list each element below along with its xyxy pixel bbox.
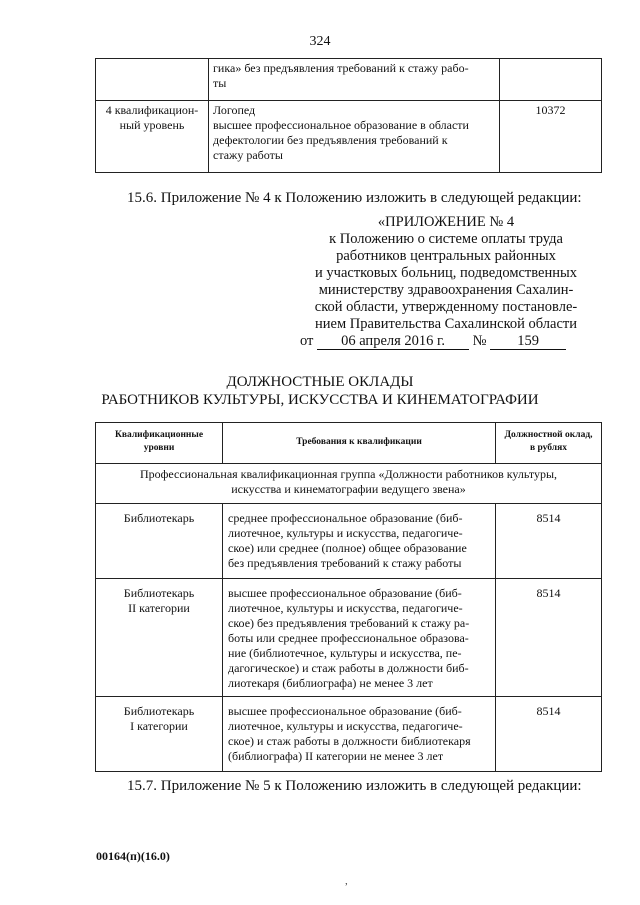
group-row: [96, 464, 602, 504]
salary-cell: 8514: [496, 504, 602, 579]
paragraph-15-7: 15.7. Приложение № 5 к Положению изложить в следующей редакции:: [127, 778, 582, 794]
requirements-cell: гика» без предъявления требований к стажу рабо- ты: [209, 59, 500, 101]
salary-table: [95, 422, 602, 772]
level-cell: Библиотекарь II категории: [96, 579, 223, 697]
salary-cell: [500, 59, 602, 101]
requirements-cell: высшее профессиональное образование (биб- лиотечное, культуры и искусства, педагогиче- ское) и стаж работы в должности библиотекаря (библиографа) II категории не менее 3 лет: [223, 697, 496, 772]
level-cell: Библиотекарь: [96, 504, 223, 579]
paragraph-15-6: 15.6. Приложение № 4 к Положению изложить в следующей редакции:: [127, 190, 582, 206]
salary-cell: 10372: [500, 101, 602, 173]
salary-cell: 8514: [496, 579, 602, 697]
requirements-cell: высшее профессиональное образование (биб- лиотечное, культуры и искусства, педагогиче- ское) без предъявления требований к стажу ра- боты или среднее профессиональное образова- ние (библиотечное, культуры и искусства, пе- дагогическое) и стаж работы в должности биб- лиотекаря (библиографа) не менее 3 лет: [223, 579, 496, 697]
header-level: Квалификационные уровни: [96, 423, 223, 464]
doc-title-line-1: ДОЛЖНОСТНЫЕ ОКЛАДЫ: [226, 374, 414, 390]
level-cell: [96, 59, 209, 101]
table-row: [96, 101, 602, 173]
requirements-cell: среднее профессиональное образование (биб- лиотечное, культуры и искусства, педагогиче- ское) или среднее (полное) общее образование без предъявления требований к стажу работы: [223, 504, 496, 579]
resolution-number: 159: [490, 334, 566, 350]
table-header-row: [96, 423, 602, 464]
resolution-date: 06 апреля 2016 г.: [317, 334, 469, 350]
level-cell: 4 квалификацион- ный уровень: [96, 101, 209, 173]
appendix-header: «ПРИЛОЖЕНИЕ № 4 к Положению о системе оплаты труда работников центральных районных и участковых больниц, подведомственных министерству здравоохранения Сахалин- ской области, утвержденному постановле- нием Правительства Сахалинской области от 06 апреля 2016 г. № 159: [300, 214, 592, 350]
table-row: [96, 697, 602, 772]
header-salary: Должностной оклад, в рублях: [496, 423, 602, 464]
stray-mark: ,: [345, 875, 348, 887]
table-row: [96, 59, 602, 101]
document-code: 00164(п)(16.0): [96, 849, 170, 863]
doc-title-line-2: РАБОТНИКОВ КУЛЬТУРЫ, ИСКУССТВА И КИНЕМАТОГРАФИИ: [101, 392, 539, 408]
header-requirements: Требования к квалификации: [223, 423, 496, 464]
page-number: 324: [309, 34, 331, 49]
table-row: [96, 504, 602, 579]
continuation-table: [95, 58, 602, 173]
salary-cell: 8514: [496, 697, 602, 772]
requirements-cell: Логопед высшее профессиональное образование в области дефектологии без предъявления требований к стажу работы: [209, 101, 500, 173]
table-row: [96, 579, 602, 697]
date-number-line: от 06 апреля 2016 г. № 159: [300, 333, 592, 350]
level-cell: Библиотекарь I категории: [96, 697, 223, 772]
group-title: Профессиональная квалификационная группа «Должности работников культуры, искусства и кинематографии ведущего звена»: [96, 464, 602, 504]
